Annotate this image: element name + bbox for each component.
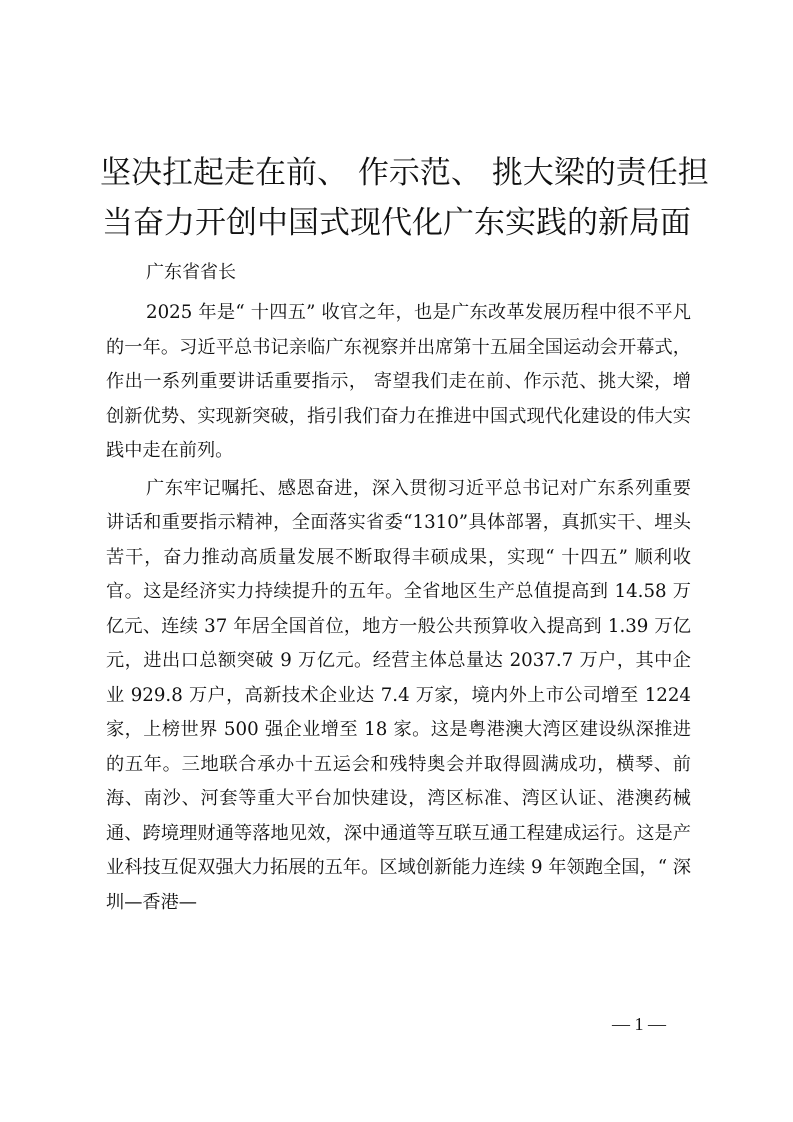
title-line-1: 坚决扛起走在前、 作示范、 挑大梁的责任担 bbox=[100, 155, 709, 191]
document-body bbox=[106, 296, 691, 920]
title-line-2: 当奋力开创中国式现代化广东实践的新局面 bbox=[102, 205, 691, 241]
author-line: 广东省省长 bbox=[146, 262, 236, 283]
paragraph-1: 2025 年是“ 十四五” 收官之年，也是广东改革发展历程中很不平凡的一年。习近平总书记亲临广东视察并出席第十五届全国运动会开幕式， 作出一系列重要讲话重要指示， 寄望我们走在前、作示范、挑大梁，增创新优势、实现新突破，指引我们奋力在推进中国式现代化建设的伟大实践中走在前列。 bbox=[106, 302, 691, 461]
page-number: — 1 — bbox=[612, 1014, 666, 1034]
document-title bbox=[100, 148, 709, 248]
paragraph-2: 广东牢记嘱托、感恩奋进，深入贯彻习近平总书记对广东系列重要讲话和重要指示精神，全面落实省委“1310”具体部署，真抓实干、埋头苦干，奋力推动高质量发展不断取得丰硕成果，实现“ 十四五” 顺利收官。这是经济实力持续提升的五年。全省地区生产总值提高到 14.58 万亿元、连续 37 年居全国首位，地方一般公共预算收入提高到 1.39 万亿元，进出口总额突破 9 万亿元。经营主体总量达 2037.7 万户，其中企业 929.8 万户，高新技术企业达 7.4 万家，境内外上市公司增至 1224 家，上榜世界 500 强企业增至 18 家。这是粤港澳大湾区建设纵深推进的五年。三地联合承办十五运会和残特奥会并取得圆满成功，横琴、前海、南沙、河套等重大平台加快建设，湾区标准、湾区认证、港澳药械通、跨境理财通等落地见效，深中通道等互联互通工程建成运行。这是产业科技互促双强大力拓展的五年。区域创新能力连续 9 年领跑全国，“ 深圳—香港— bbox=[106, 477, 691, 913]
